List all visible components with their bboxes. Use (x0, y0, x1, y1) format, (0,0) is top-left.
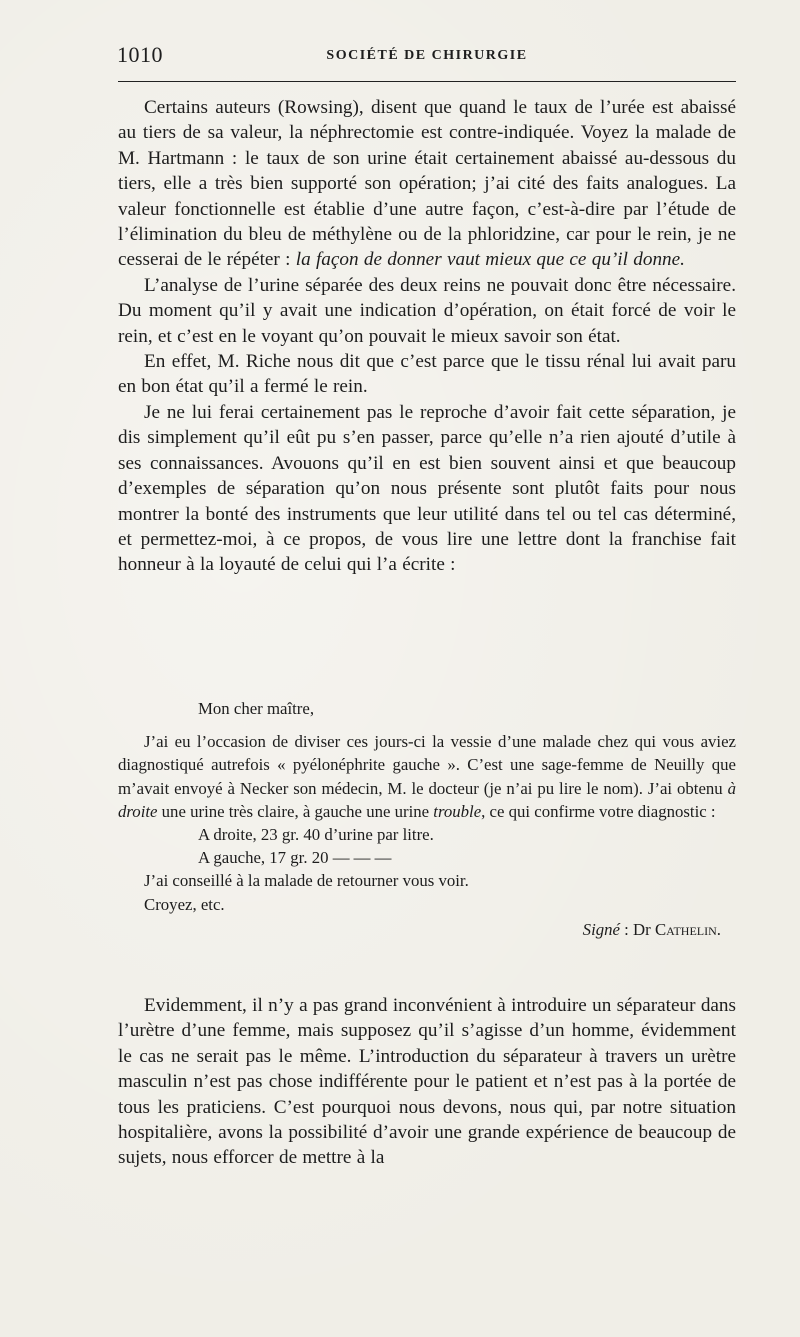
closing-text (118, 993, 736, 1171)
page-number: 1010 (117, 42, 163, 67)
paragraph-1-text: Certains auteurs (Rowsing), disent que quand le taux de l’urée est abaissé au tiers de sa valeur, la néphrectomie est contre-indiquée. Voyez la malade de M. Hartmann : le taux de son urine était certainement abaissé au-dessous du tiers, elle a très bien supporté son opération; j’ai cité des faits analogues. La valeur fonctionnelle est établie d’une autre façon, c’est-à-dire par l’étude de l’élimination du bleu de méthylène ou de la phloridzine, car pour le rein, je ne cesserai de le répéter : (118, 97, 736, 271)
measurement-right: A droite, 23 gr. 40 d’urine par litre. (198, 825, 434, 845)
letter-closing: Croyez, etc. (144, 894, 225, 914)
main-text (118, 95, 736, 578)
letter-paragraph (118, 730, 736, 823)
paragraph-1-italic: la façon de donner vaut mieux que ce qu’il donne. (295, 249, 685, 271)
letter-text-c: , ce qui confirme votre diagnostic : (481, 801, 716, 821)
paragraph-1 (118, 95, 736, 273)
paragraph-2: L’analyse de l’urine séparée des deux reins ne pouvait donc être nécessaire. Du moment qu’il y avait une indication d’opération, on était forcé de voir le rein, et c’est en le voyant qu’on pouvait le mieux savoir son état. (118, 274, 736, 347)
letter-text-a: J’ai eu l’occasion de diviser ces jours-ci la vessie d’une malade chez qui vous aviez diagnostiqué autrefois « pyélonéphrite gauche ». C’est une sage-femme de Neuilly que m’avait envoyé à Necker son médecin, M. le docteur (je n’ai pu lire le nom). J’ai obtenu (118, 732, 736, 798)
signature-separator: : (619, 919, 634, 939)
header-rule (118, 81, 736, 82)
signature-name: Cathelin. (654, 919, 721, 939)
letter-italic-right: à droite (118, 778, 736, 821)
letter-italic-trouble: trouble (433, 801, 482, 821)
signature-label: Signé (582, 919, 620, 939)
paragraph-3: En effet, M. Riche nous dit que c’est parce que le tissu rénal lui avait paru en bon état qu’il a fermé le rein. (118, 351, 736, 398)
letter-text-b: une urine très claire, à gauche une urine (157, 801, 434, 821)
letter-signature (118, 918, 736, 941)
letter-advice: J’ai conseillé à la malade de retourner vous voir. (144, 871, 469, 891)
page-header (117, 42, 737, 72)
measurement-left: A gauche, 17 gr. 20 — — — (198, 848, 392, 868)
running-title: SOCIÉTÉ DE CHIRURGIE (326, 48, 528, 63)
quoted-letter (118, 697, 736, 941)
letter-salutation: Mon cher maître, (198, 699, 315, 718)
paragraph-4: Je ne lui ferai certainement pas le reproche d’avoir fait cette séparation, je dis simplement qu’il eût pu s’en passer, parce qu’elle n’a rien ajouté d’utile à ses connaissances. Avouons qu’il en est bien souvent ainsi et que beaucoup d’exemples de séparation qu’on nous présente sont plutôt faits pour nous montrer la bonté des instruments que leur utilité dans tel ou tel cas déterminé, et permettez-moi, à ce propos, de vous lire une lettre dont la franchise fait honneur à la loyauté de celui qui l’a écrite : (118, 401, 736, 576)
closing-paragraph: Evidemment, il n’y a pas grand inconvénient à introduire un séparateur dans l’urètre d’une femme, mais supposez qu’il s’agisse d’un homme, évidemment le cas ne serait pas le même. L’introduction du séparateur à travers un urètre masculin n’est pas chose indifférente pour le patient et n’est pas à la portée de tous les praticiens. C’est pourquoi nous devons, nous qui, par notre situation hospitalière, avons la possibilité d’avoir une grande expérience de beaucoup de sujets, nous efforcer de mettre à la (118, 995, 736, 1169)
signature-title: Dr (633, 919, 651, 939)
